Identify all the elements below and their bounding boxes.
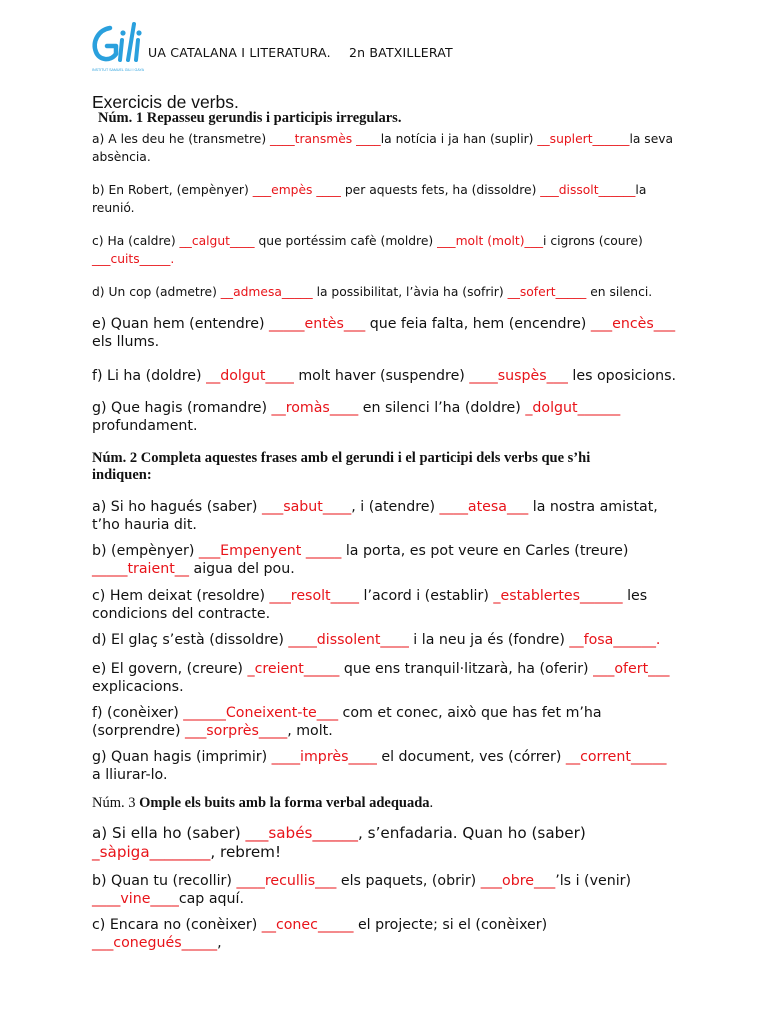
prompt-text: b) (empènyer) [92, 543, 199, 559]
prompt-text: a lliurar-lo. [92, 767, 168, 783]
answer-text: __dolgut____ [206, 368, 294, 384]
exercise-2d [92, 631, 677, 649]
answer-text: _dolgut______ [525, 400, 621, 416]
page-title: Exercicis de verbs. [92, 92, 239, 112]
exercise-1a [92, 130, 677, 166]
prompt-text: els paquets, (obrir) [336, 873, 481, 889]
answer-text: ____recullis___ [236, 873, 337, 889]
prompt-text: c) Hem deixat (resoldre) [92, 588, 270, 604]
document-header [90, 18, 690, 78]
answer-text: ___Empenyent _____ [198, 543, 342, 559]
prompt-text: com et conec, això que has fet m’ha (sorprendre) [92, 705, 602, 739]
prompt-text: c) Encara no (conèixer) [92, 917, 262, 933]
prompt-text: a) Si ho hagués (saber) [92, 499, 262, 515]
answer-text: _____traient__ [92, 561, 189, 577]
answer-text: ____atesa___ [439, 499, 529, 515]
answer-text: ___empès ____ [252, 183, 341, 197]
answer-text: ___sorprès____ [185, 723, 288, 739]
answer-text: ___molt (molt)___ [437, 234, 543, 248]
prompt-text: g) Que hagis (romandre) [92, 400, 272, 416]
prompt-text: en silenci. [586, 285, 653, 299]
prompt-text: , [217, 935, 222, 951]
prompt-text: les oposicions. [567, 368, 677, 384]
section-3-number: Núm. 3 [92, 795, 136, 811]
answer-text: ___resolt____ [269, 588, 359, 604]
prompt-text: f) (conèixer) [92, 705, 184, 721]
prompt-text: i la neu ja és (fondre) [408, 632, 570, 648]
exercise-2b [92, 542, 677, 578]
section-3-heading [92, 795, 652, 812]
prompt-text: e) Quan hem (entendre) [92, 316, 270, 332]
answer-text: __fosa______. [569, 632, 661, 648]
answer-text: __conec_____ [261, 917, 354, 933]
prompt-text: , molt. [287, 723, 333, 739]
exercise-3c [92, 916, 677, 952]
answer-text: ____imprès____ [271, 749, 377, 765]
answer-text: __corrent_____ [565, 749, 667, 765]
answer-text: __sofert_____ [507, 285, 587, 299]
prompt-text: que portéssim cafè (moldre) [254, 234, 438, 248]
exercise-1b [92, 181, 677, 217]
answer-text: ______Coneixent-te___ [183, 705, 339, 721]
prompt-text: explicacions. [92, 679, 184, 695]
prompt-text: molt haver (suspendre) [293, 368, 470, 384]
answer-text: ___encès___ [590, 316, 676, 332]
prompt-text: a) Si ella ho (saber) [92, 824, 246, 842]
svg-text:INSTITUT SAMUEL GILI I GAYA: INSTITUT SAMUEL GILI I GAYA [92, 68, 144, 72]
answer-text: ___sabés______ [245, 824, 359, 842]
answer-text: _establertes______ [493, 588, 623, 604]
answer-text: __admesa_____ [220, 285, 313, 299]
prompt-text: el projecte; si el (conèixer) [353, 917, 548, 933]
answer-text: ____vine____ [92, 891, 179, 907]
answer-text: ___sabut____ [261, 499, 352, 515]
answer-text: ____dissolent____ [288, 632, 409, 648]
exercise-1e [92, 315, 677, 351]
answer-text: __calgut____ [179, 234, 255, 248]
school-logo-icon [90, 18, 146, 74]
course-label: 2n BATXILLERAT [348, 45, 453, 60]
answer-text: ___conegués_____ [92, 935, 218, 951]
prompt-text: b) En Robert, (empènyer) [92, 183, 253, 197]
exercise-2a [92, 498, 677, 534]
prompt-text: a) A les deu he (transmetre) [92, 132, 271, 146]
prompt-text: f) Li ha (doldre) [92, 368, 207, 384]
prompt-text: en silenci l’ha (doldre) [358, 400, 526, 416]
prompt-text: g) Quan hagis (imprimir) [92, 749, 272, 765]
exercise-1c [92, 232, 677, 268]
prompt-text: , s’enfadaria. Quan ho (saber) [358, 824, 586, 842]
answer-text: ___ofert___ [593, 661, 670, 677]
prompt-text: ’ls i (venir) [555, 873, 632, 889]
prompt-text: cap aquí. [178, 891, 244, 907]
exercise-3b [92, 872, 677, 908]
answer-text: __suplert______ [537, 132, 630, 146]
answer-text: ___dissolt______ [540, 183, 636, 197]
prompt-text: que ens tranquil·litzarà, ha (oferir) [339, 661, 594, 677]
prompt-text: e) El govern, (creure) [92, 661, 248, 677]
prompt-text: les condicions del contracte. [92, 588, 648, 622]
answer-text: ____transmès ____ [270, 132, 381, 146]
prompt-text: aigua del pou. [188, 561, 295, 577]
exercise-2c [92, 587, 677, 623]
section-3-period: . [429, 795, 434, 811]
answer-text: _creient_____ [247, 661, 340, 677]
exercise-2e [92, 660, 677, 696]
section-2-heading: Núm. 2 Completa aquestes frases amb el gerundi i el participi dels verbs que s’hi indiquen: [92, 450, 591, 483]
prompt-text: , rebrem! [210, 843, 282, 861]
prompt-text: la reunió. [92, 183, 647, 215]
prompt-text: la seva absència. [92, 132, 674, 164]
answer-text: ____suspès___ [469, 368, 568, 384]
prompt-text: per aquests fets, ha (dissoldre) [340, 183, 541, 197]
prompt-text: d) Un cop (admetre) [92, 285, 221, 299]
prompt-text: b) Quan tu (recollir) [92, 873, 237, 889]
prompt-text: el document, ves (córrer) [376, 749, 566, 765]
exercise-1g [92, 399, 677, 435]
section-3-title: Omple els buits amb la forma verbal adequada [135, 795, 430, 811]
prompt-text: i cigrons (coure) [543, 234, 643, 248]
prompt-text: la notícia i ja han (suplir) [380, 132, 538, 146]
exercise-1f [92, 367, 677, 385]
prompt-text: la porta, es pot veure en Carles (treure) [341, 543, 629, 559]
prompt-text: que feia falta, hem (encendre) [365, 316, 591, 332]
prompt-text: l’acord i (establir) [359, 588, 494, 604]
exercise-3a [92, 824, 677, 862]
exercise-1d [92, 283, 677, 301]
subject-label: UA CATALANA I LITERATURA. [148, 45, 331, 60]
answer-text: __romàs____ [271, 400, 359, 416]
prompt-text: la possibilitat, l’àvia ha (sofrir) [312, 285, 508, 299]
exercise-2g [92, 748, 677, 784]
exercise-2f [92, 704, 677, 740]
prompt-text: la nostra amistat, t’ho hauria dit. [92, 499, 658, 533]
prompt-text: , i (atendre) [351, 499, 440, 515]
answer-text: ___obre___ [480, 873, 556, 889]
prompt-text: c) Ha (caldre) [92, 234, 180, 248]
header-text [148, 45, 453, 60]
answer-text: ___cuits_____. [92, 252, 175, 266]
prompt-text: els llums. [92, 334, 160, 350]
prompt-text: profundament. [92, 418, 198, 434]
answer-text: _____entès___ [269, 316, 366, 332]
section-1-heading: Núm. 1 Repasseu gerundis i participis irregulars. [98, 110, 402, 126]
prompt-text: d) El glaç s’està (dissoldre) [92, 632, 289, 648]
answer-text: _sàpiga________ [92, 843, 211, 861]
